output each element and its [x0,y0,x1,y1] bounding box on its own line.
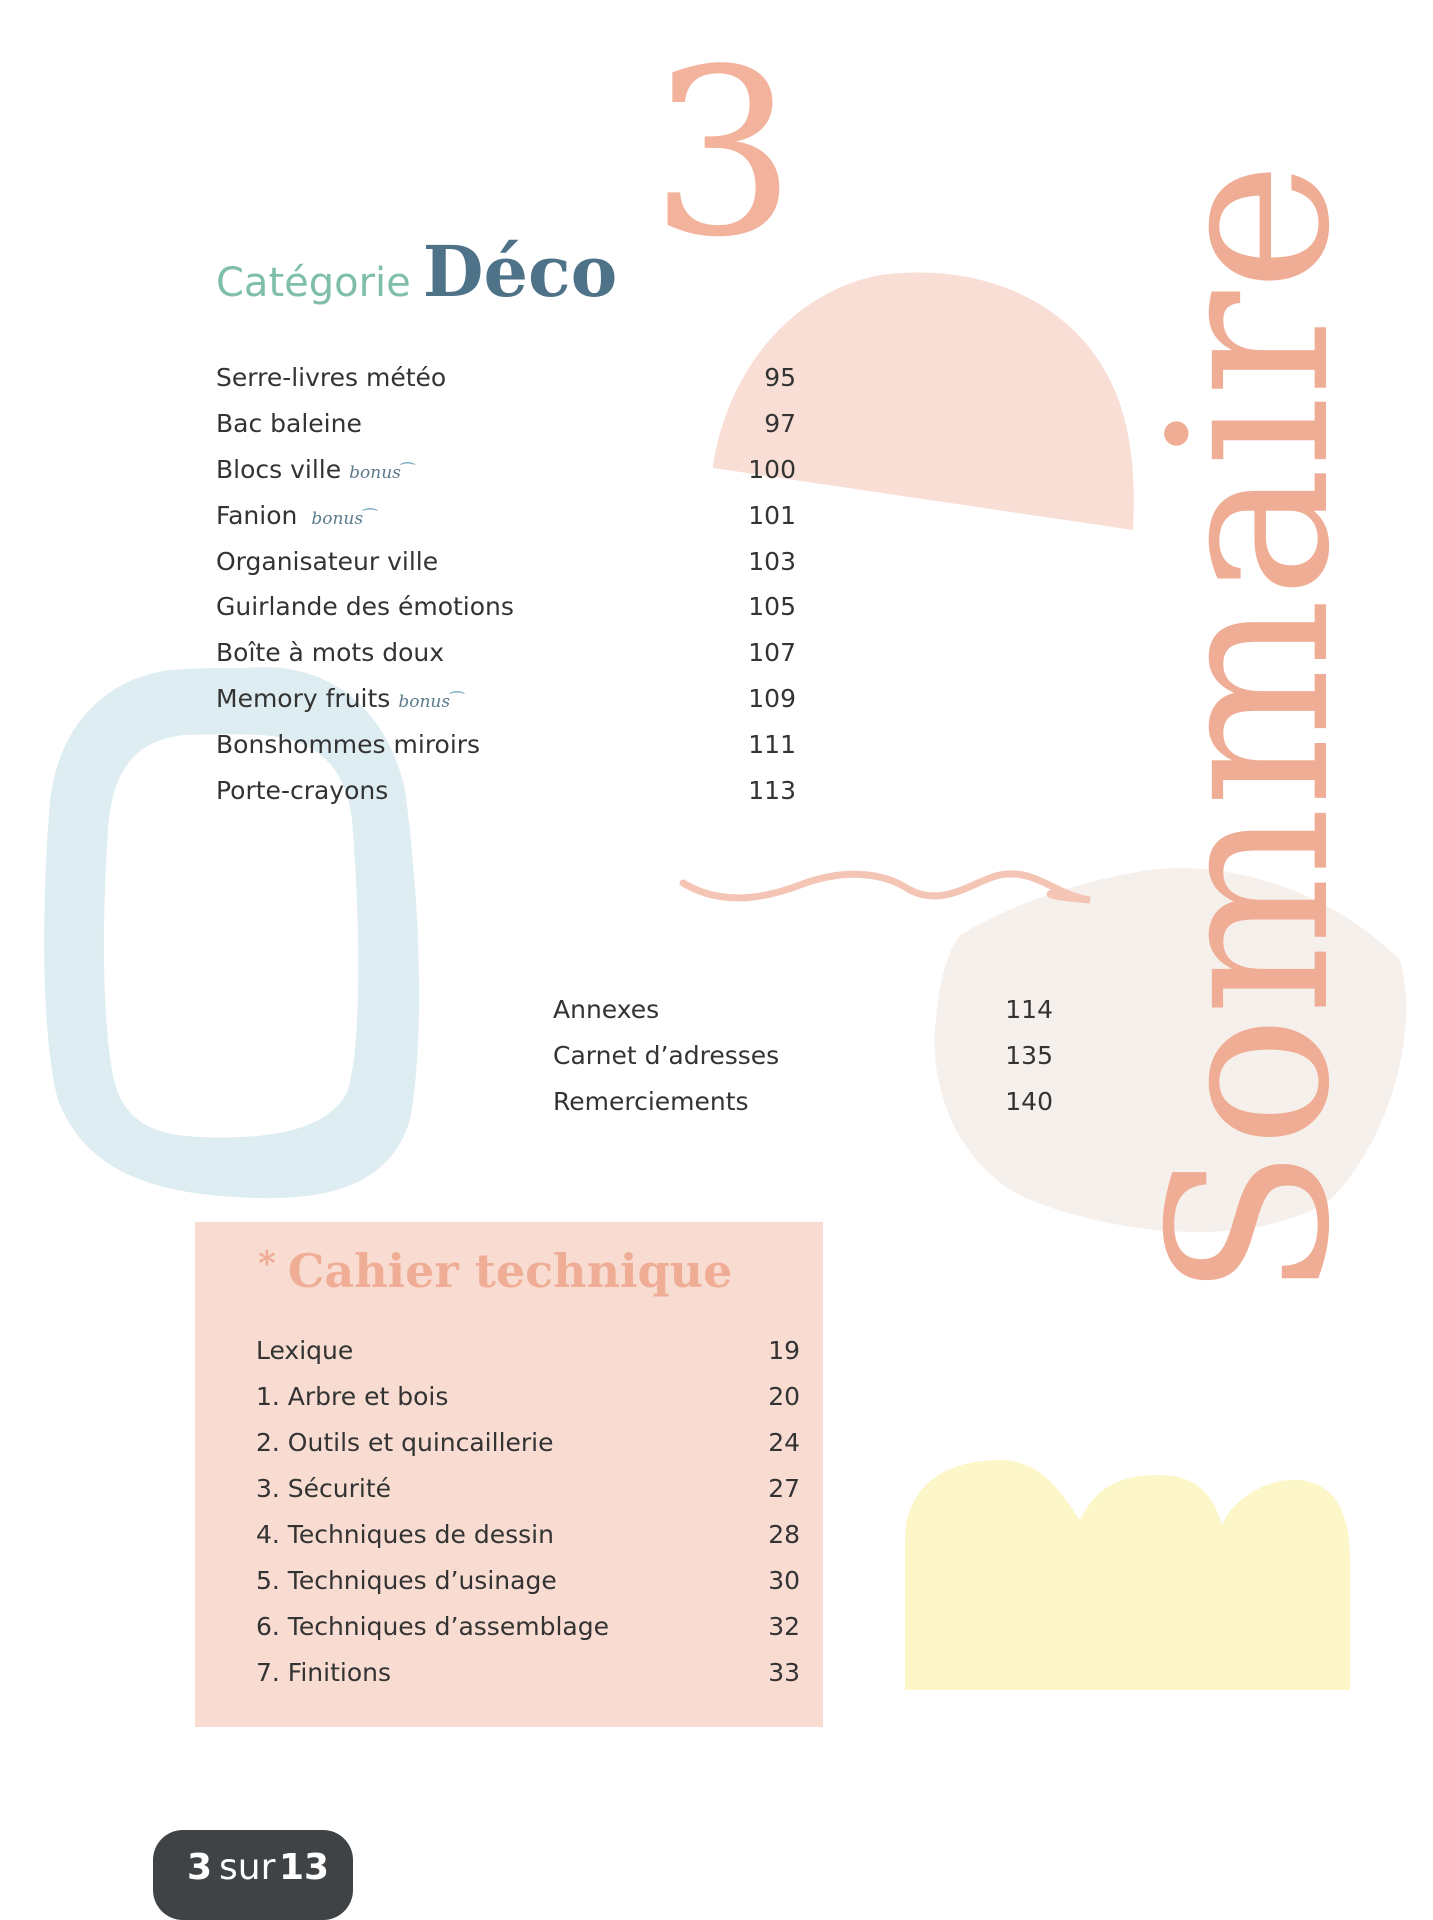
page-separator: sur [219,1847,276,1888]
item-page: 113 [748,776,796,805]
item-page: 30 [768,1566,800,1595]
item-title: Bonshommes miroirs [216,730,481,759]
item-page: 32 [768,1612,800,1641]
item-title: Carnet d’adresses [553,1041,780,1070]
item-title: Lexique [256,1336,354,1365]
item-title: Annexes [553,995,660,1024]
item-title: Memory fruits [216,684,391,713]
yellow-shape [905,1460,1350,1690]
bonus-tag: bonus ⁀ [398,692,463,712]
item-page: 19 [768,1336,800,1365]
list-item[interactable] [256,1612,800,1641]
list-item[interactable] [216,684,796,713]
list-item[interactable] [216,501,796,530]
item-page: 27 [768,1474,800,1503]
total-pages: 13 [279,1847,330,1888]
page-indicator[interactable] [153,1830,353,1920]
item-page: 95 [764,363,796,392]
item-title: 2. Outils et quincaillerie [256,1428,554,1457]
list-item[interactable] [553,1041,1053,1070]
item-title: 3. Sécurité [256,1474,392,1503]
list-item[interactable] [256,1474,800,1503]
list-item[interactable] [256,1520,800,1549]
item-page: 114 [1005,995,1053,1024]
list-item[interactable] [256,1382,800,1411]
chapter-number: 3 [650,21,797,288]
current-page: 3 [187,1847,213,1888]
list-item[interactable] [216,455,796,484]
item-page: 105 [748,592,796,621]
item-page: 103 [748,547,796,576]
item-title: Fanion [216,501,298,530]
item-page: 100 [748,455,796,484]
list-item[interactable] [216,409,796,438]
bonus-tag: bonus ⁀ [349,463,414,483]
cahier-title [258,1244,732,1298]
item-title: 1. Arbre et bois [256,1382,449,1411]
item-page: 135 [1005,1041,1053,1070]
item-page: 111 [748,730,796,759]
cahier-title-text: Cahier technique [287,1244,733,1298]
list-item[interactable] [216,730,796,759]
item-page: 97 [764,409,796,438]
list-item[interactable] [553,995,1053,1024]
item-page: 33 [768,1658,800,1687]
star-icon: * [258,1244,276,1284]
list-item[interactable] [216,592,796,621]
wavy-line-shape [683,874,1090,900]
item-title: 6. Techniques d’assemblage [256,1612,609,1641]
list-item[interactable] [553,1087,1053,1116]
list-item[interactable] [216,547,796,576]
item-title: Blocs ville [216,455,342,484]
item-page: 24 [768,1428,800,1457]
item-title: 4. Techniques de dessin [256,1520,554,1549]
list-item[interactable] [256,1566,800,1595]
category-name: Déco [422,230,618,313]
item-page: 109 [748,684,796,713]
item-title: Remerciements [553,1087,749,1116]
list-item[interactable] [256,1428,800,1457]
list-item[interactable] [216,776,796,805]
bonus-tag: bonus ⁀ [311,509,376,529]
sommaire-title: Sommaire [1122,161,1378,1299]
list-item[interactable] [216,363,796,392]
item-title: Boîte à mots doux [216,638,445,667]
list-item[interactable] [256,1658,800,1687]
item-page: 107 [748,638,796,667]
item-title: 5. Techniques d’usinage [256,1566,557,1595]
item-title: Bac baleine [216,409,362,438]
item-page: 28 [768,1520,800,1549]
item-title: Guirlande des émotions [216,592,514,621]
item-title: 7. Finitions [256,1658,392,1687]
item-title: Porte-crayons [216,776,389,805]
category-heading [216,230,617,313]
list-item[interactable] [256,1336,800,1365]
item-page: 140 [1005,1087,1053,1116]
peach-half-circle-shape [713,272,1134,530]
list-item[interactable] [216,638,796,667]
item-title: Organisateur ville [216,547,439,576]
item-page: 20 [768,1382,800,1411]
category-prefix: Catégorie [216,260,411,306]
item-title: Serre-livres météo [216,363,447,392]
item-page: 101 [748,501,796,530]
